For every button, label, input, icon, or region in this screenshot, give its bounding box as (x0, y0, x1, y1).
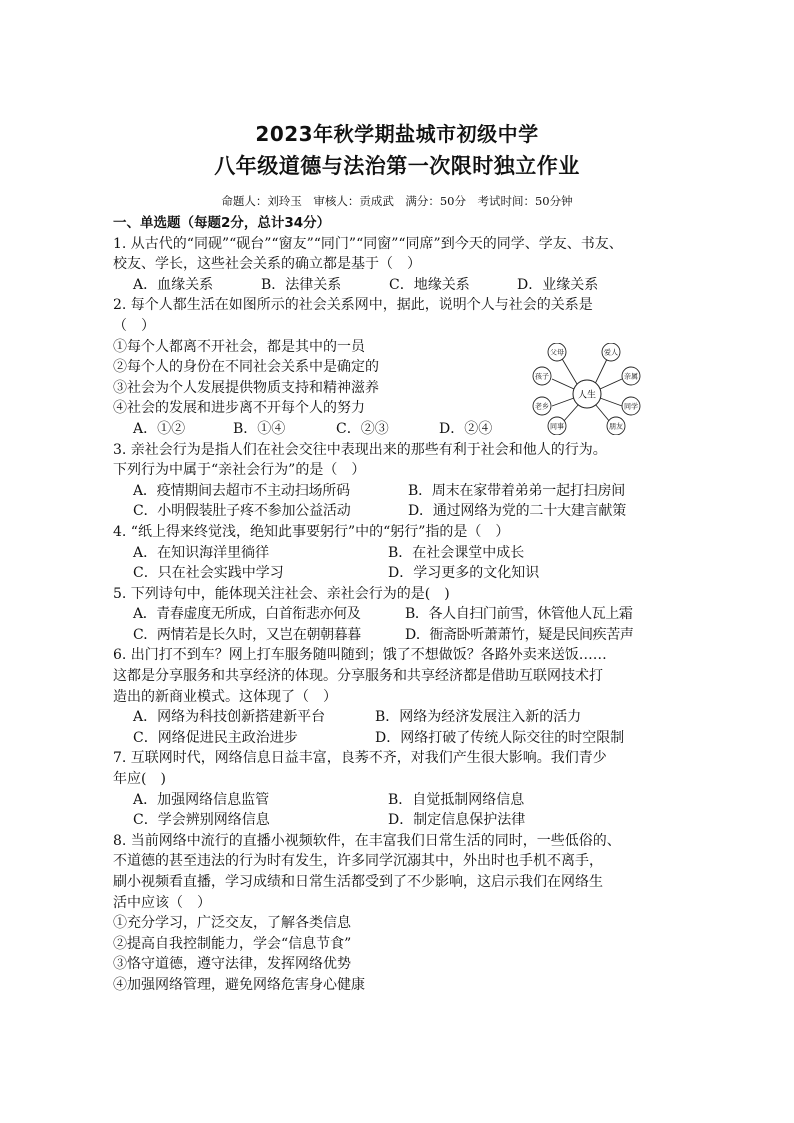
question-6-options-row-1 (113, 707, 703, 728)
arrow-relatives (600, 379, 622, 389)
option-c: C．只在社会实践中学习 (133, 565, 284, 582)
option-d: D．业缘关系 (517, 276, 599, 293)
option-a: A．疫情期间去超市不主动扫场所码 (133, 482, 350, 499)
question-1-stem-line-2: 校友、学长，这些社会关系的确立都是基于（ ） (113, 256, 421, 273)
question-3-stem-line-1: 3. 亲社会行为是指人们在社会交往中表现出来的那些有利于社会和他人的行为。 (113, 441, 607, 458)
question-5-stem-line-1: 5. 下列诗句中，能体现关注社会、亲社会行为的是( ) (113, 585, 450, 602)
option-b: B．法律关系 (261, 276, 342, 293)
question-3-stem-line-2: 下列行为中属于“亲社会行为”的是（ ） (113, 462, 366, 479)
option-a: A．加强网络信息监管 (133, 791, 270, 808)
option-b: B．①④ (233, 420, 286, 437)
option-b: B．网络为经济发展注入新的活力 (375, 709, 582, 726)
option-b: B．自觉抵制网络信息 (388, 791, 525, 808)
question-8-item-2: ②提高自我控制能力，学会“信息节食” (113, 935, 352, 952)
option-a: A．①② (133, 420, 186, 437)
question-3-options-row-1 (113, 481, 703, 502)
node-hometown-label: 老乡 (535, 402, 549, 411)
question-2-options (113, 419, 513, 440)
question-list (113, 213, 703, 996)
option-d: D．制定信息保护法律 (388, 812, 526, 829)
option-c: C．网络促进民主政治进步 (133, 729, 298, 746)
question-2-stem-line-1: 2. 每个人都生活在如图所示的社会关系网中，据此，说明个人与社会的关系是 (113, 297, 593, 314)
option-c: C．学会辨别网络信息 (133, 812, 270, 829)
option-a: A．青春虚度无所成，白首衔悲亦何及 (133, 606, 361, 623)
question-7-options-row-2 (113, 810, 703, 831)
question-7-stem-line-1: 7. 互联网时代，网络信息日益丰富，良莠不齐，对我们产生很大影响。我们青少 (113, 750, 607, 767)
question-6-stem-line-2: 这都是分享服务和共享经济的体现。分享服务和共享经济都是借助互联网技术打 (113, 668, 603, 685)
option-c: C．两情若是长久时，又岂在朝朝暮暮 (133, 626, 361, 643)
question-8-stem-line-2: 不道德的甚至违法的行为时有发生，许多同学沉溺其中，外出时也手机不离手， (113, 853, 603, 870)
question-2-stem-line-2: （ ） (113, 317, 155, 334)
exam-subtitle: 八年级道德与法治第一次限时独立作业 (214, 154, 580, 178)
question-6-stem-line-3: 造出的新商业模式。这体现了（ ） (113, 688, 337, 705)
node-spouse-label: 爱人 (604, 348, 618, 357)
arrow-children (552, 379, 574, 389)
question-3-options-row-2 (113, 501, 703, 522)
section-heading: 一、单选题（每题2分，总计34分） (113, 215, 331, 231)
question-8-item-3: ③恪守道德，遵守法律，发挥网络优势 (113, 956, 351, 973)
question-8-stem-line-4: 活中应该（ ） (113, 894, 211, 911)
arrow-parents (561, 357, 577, 384)
option-d: D．②④ (439, 420, 493, 437)
question-8-item-4: ④加强网络管理，避免网络危害身心健康 (113, 976, 365, 993)
question-7-options-row-1 (113, 790, 703, 811)
exam-meta: 命题人：刘玲玉 审核人：贡成武 满分：50分 考试时间：50分钟 (221, 194, 573, 208)
node-relatives-label: 亲属 (624, 372, 638, 381)
question-6-stem-line-1: 6. 出门打不到车？网上打车服务随叫随到；饿了不想做饭？各路外卖来送饭…… (113, 647, 607, 664)
node-friend-label: 朋友 (609, 422, 623, 431)
question-5-options-row-1 (113, 604, 703, 625)
option-d: D．通过网络为党的二十大建言献策 (408, 503, 627, 520)
question-8-stem-line-1: 8. 当前网络中流行的直播小视频软件，在丰富我们日常生活的同时，一些低俗的、 (113, 832, 621, 849)
option-a: A．血缘关系 (133, 276, 214, 293)
question-4-options-row-2 (113, 563, 703, 584)
option-c: C．②③ (336, 420, 389, 437)
arrow-colleague (563, 404, 579, 422)
question-7-stem-line-2: 年应( ) (113, 771, 166, 788)
option-c: C．小明假装肚子疼不参加公益活动 (133, 503, 351, 520)
node-colleague-label: 同事 (550, 422, 564, 431)
question-8-stem-line-3: 刷小视频看直播，学习成绩和日常生活都受到了不少影响，这启示我们在网络生 (113, 874, 603, 890)
arrow-hometown (552, 398, 574, 406)
option-b: B．周末在家带着弟弟一起打扫房间 (408, 482, 626, 499)
option-a: A．在知识海洋里徜徉 (133, 544, 270, 561)
exam-title: 2023年秋学期盐城市初级中学 (255, 122, 539, 146)
question-2-item-1: ①每个人都离不开社会，都是其中的一员 (113, 338, 365, 355)
node-parents-label: 父母 (550, 348, 564, 357)
node-children-label: 孩子 (535, 372, 549, 381)
option-c: C．地缘关系 (389, 276, 470, 293)
question-6-options-row-2 (113, 728, 703, 749)
question-8-item-1: ①充分学习，广泛交友，了解各类信息 (113, 915, 351, 932)
node-classmate-label: 同学 (624, 402, 638, 411)
option-d: D．网络打破了传统人际交往的时空限制 (375, 729, 625, 746)
option-b: B．各人自扫门前雪，休管他人瓦上霜 (405, 606, 633, 623)
option-d: D．学习更多的文化知识 (388, 565, 540, 582)
option-d: D．衙斋卧听萧萧竹，疑是民间疾苦声 (405, 626, 634, 643)
question-5-options-row-2 (113, 625, 703, 646)
arrow-classmate (600, 398, 622, 406)
question-4-stem-line-1: 4. “纸上得来终觉浅，绝知此事要躬行”中的“躬行”指的是（ ） (113, 523, 510, 540)
question-2-item-2: ②每个人的身份在不同社会关系中是确定的 (113, 359, 379, 376)
option-b: B．在社会课堂中成长 (388, 544, 525, 561)
arrow-friend (595, 404, 610, 422)
question-1-stem-line-1: 1. 从古代的“同砚”“砚台”“窗友”“同门”“同窗”“同席”到今天的同学、学友、书友、 (113, 235, 623, 252)
arrow-spouse (595, 357, 608, 384)
question-4-options-row-1 (113, 543, 703, 564)
center-label: 人生 (577, 390, 597, 401)
question-2-item-3: ③社会为个人发展提供物质支持和精神滋养 (113, 379, 379, 396)
question-2-item-4: ④社会的发展和进步离不开每个人的努力 (113, 400, 365, 417)
option-a: A．网络为科技创新搭建新平台 (133, 709, 326, 726)
social-network-diagram (530, 343, 645, 435)
question-1-options (113, 275, 703, 296)
